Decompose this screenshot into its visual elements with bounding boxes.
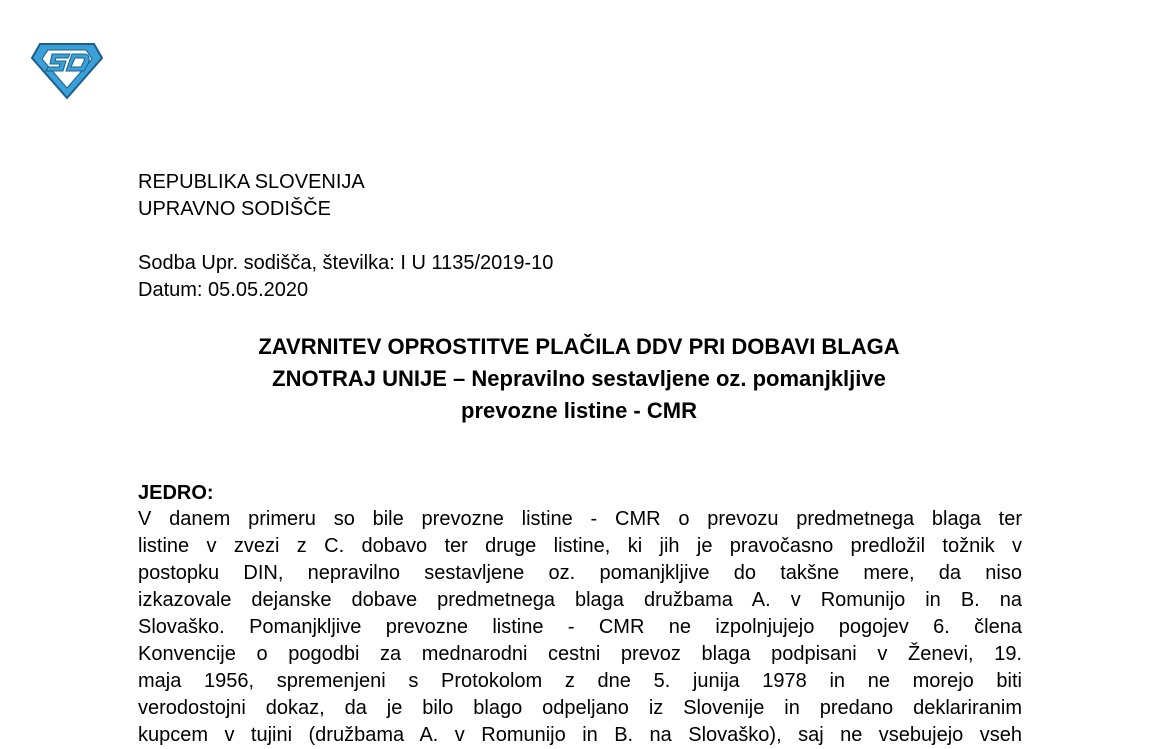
title-line-2: ZNOTRAJ UNIJE – Nepravilno sestavljene oz. pomanjkljive	[272, 366, 886, 391]
judgment-number: Sodba Upr. sodišča, številka: I U 1135/2019-10	[138, 252, 554, 274]
sd-diamond-logo-icon	[30, 40, 104, 100]
paragraph-line: izkazovale dejanske dobave predmetnega blaga družbama A. v Romunijo in B. na	[138, 589, 1022, 611]
paragraph-line: Slovaško. Pomanjkljive prevozne listine - CMR ne izpolnjujejo pogojev 6. člena	[138, 616, 1022, 638]
document-title	[138, 331, 1020, 427]
paragraph-line: Konvencije o pogodbi za mednarodni cestni prevoz blaga podpisani v Ženevi, 19.	[138, 643, 1022, 665]
paragraph-line: kupcem v tujini (družbama A. v Romunijo in B. na Slovaško), saj ne vsebujejo vseh	[138, 724, 1022, 746]
paragraph-line: verodostojni dokaz, da je bilo blago odpeljano iz Slovenije in predano deklariranim	[138, 697, 1022, 719]
court-header	[138, 169, 365, 223]
paragraph-line: postopku DIN, nepravilno sestavljene oz. pomanjkljive do takšne mere, da niso	[138, 562, 1022, 584]
paragraph-line: listine v zvezi z C. dobavo ter druge listine, ki jih je pravočasno predložil tožnik v	[138, 535, 1022, 557]
core-summary-text	[138, 506, 1022, 749]
section-heading: JEDRO:	[138, 482, 214, 504]
header-court: UPRAVNO SODIŠČE	[138, 198, 331, 220]
header-republic: REPUBLIKA SLOVENIJA	[138, 171, 365, 193]
title-line-1: ZAVRNITEV OPROSTITVE PLAČILA DDV PRI DOBAVI BLAGA	[258, 334, 900, 359]
paragraph-line: maja 1956, spremenjeni s Protokolom z dne 5. junija 1978 in ne morejo biti	[138, 670, 1022, 692]
paragraph-line: V danem primeru so bile prevozne listine - CMR o prevozu predmetnega blaga ter	[138, 508, 1022, 530]
title-line-3: prevozne listine - CMR	[461, 398, 697, 423]
judgment-date: Datum: 05.05.2020	[138, 279, 309, 301]
judgment-meta	[138, 250, 553, 304]
